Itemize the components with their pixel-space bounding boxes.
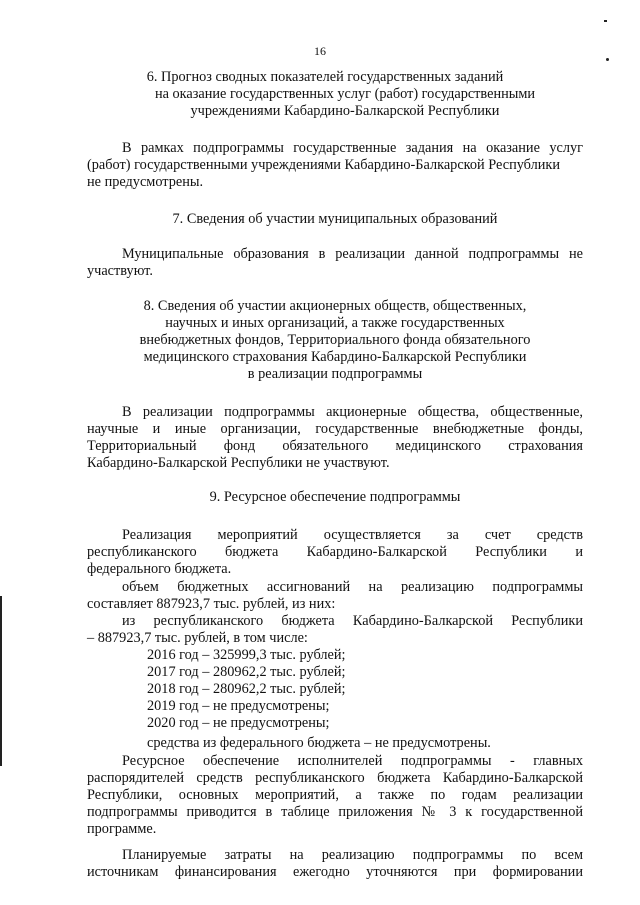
list-item: 2017 год – 280962,2 тыс. рублей; xyxy=(147,664,346,680)
section-6-heading xyxy=(80,69,570,120)
heading-line: внебюджетных фондов, Территориального фонда обязательного xyxy=(139,332,531,348)
scan-mark-right xyxy=(606,58,609,61)
text-line: не предусмотрены. xyxy=(87,174,204,190)
text-line: из республиканского бюджета Кабардино-Балкарской Республики xyxy=(122,613,583,629)
section-8-heading xyxy=(87,298,583,383)
text-line: источникам финансирования ежегодно уточняются при формировании xyxy=(87,864,583,880)
text-line: Республики, основных мероприятий, а также по годам реализации xyxy=(87,787,583,803)
list-item: 2019 год – не предусмотрены; xyxy=(147,698,330,714)
heading-line: 6. Прогноз сводных показателей государственных заданий xyxy=(146,69,504,85)
text-line: В реализации подпрограммы акционерные общества, общественные, xyxy=(122,404,583,420)
heading-line: в реализации подпрограммы xyxy=(247,366,423,382)
text-line: – 887923,7 тыс. рублей, в том числе: xyxy=(87,630,308,646)
section-9-paragraph-2 xyxy=(87,579,583,613)
section-9-paragraph-5 xyxy=(87,847,583,881)
text-line: объем бюджетных ассигнований на реализацию подпрограммы xyxy=(122,579,583,595)
text-line: (работ) государственными учреждениями Кабардино-Балкарской Республики xyxy=(87,157,560,173)
section-9-paragraph-1 xyxy=(87,527,583,578)
text-line: подпрограммы приводится в таблице приложения № 3 к государственной xyxy=(87,804,583,820)
scan-mark-left xyxy=(0,596,2,766)
heading-line: 8. Сведения об участии акционерных обществ, общественных, xyxy=(143,298,527,314)
text-line: Муниципальные образования в реализации данной подпрограммы не xyxy=(122,246,583,262)
list-item: 2018 год – 280962,2 тыс. рублей; xyxy=(147,681,346,697)
section-8-paragraph xyxy=(87,404,583,472)
section-9-paragraph-3 xyxy=(87,613,583,647)
heading-line: 7. Сведения об участии муниципальных образований xyxy=(172,211,498,227)
section-7-heading xyxy=(87,211,583,228)
funding-by-year-list xyxy=(147,647,547,732)
text-line: составляет 887923,7 тыс. рублей, из них: xyxy=(87,596,336,612)
text-line: участвуют. xyxy=(87,263,153,279)
heading-line: на оказание государственных услуг (работ) государственными xyxy=(154,86,536,102)
list-item: 2016 год – 325999,3 тыс. рублей; xyxy=(147,647,346,663)
text-line: Кабардино-Балкарской Республики не участвуют. xyxy=(87,455,390,471)
page-number: 16 xyxy=(314,44,326,58)
section-7-paragraph xyxy=(87,246,583,280)
section-6-paragraph xyxy=(87,140,583,191)
text-line: республиканского бюджета Кабардино-Балкарской Республики и xyxy=(87,544,583,560)
list-item: 2020 год – не предусмотрены; xyxy=(147,715,330,731)
scan-mark-top-right xyxy=(604,20,607,22)
text-line: Территориальный фонд обязательного медицинского страхования xyxy=(87,438,583,454)
text-line: распорядителей средств республиканского бюджета Кабардино-Балкарской xyxy=(87,770,583,786)
heading-line: 9. Ресурсное обеспечение подпрограммы xyxy=(209,489,461,505)
heading-line: учреждениями Кабардино-Балкарской Республики xyxy=(190,103,500,119)
section-9-heading xyxy=(87,489,583,506)
text-line: программе. xyxy=(87,821,157,837)
text-line: Планируемые затраты на реализацию подпрограммы по всем xyxy=(122,847,583,863)
text-line: Реализация мероприятий осуществляется за счет средств xyxy=(122,527,583,543)
text-line: федерального бюджета. xyxy=(87,561,232,577)
section-9-paragraph-4 xyxy=(87,753,583,838)
heading-line: научных и иных организаций, а также государственных xyxy=(165,315,505,331)
text-line: научные и иные организации, государственные внебюджетные фонды, xyxy=(87,421,583,437)
heading-line: медицинского страхования Кабардино-Балкарской Республики xyxy=(143,349,527,365)
text-line: средства из федерального бюджета – не предусмотрены. xyxy=(147,735,491,751)
federal-budget-line xyxy=(147,735,577,752)
text-line: В рамках подпрограммы государственные задания на оказание услуг xyxy=(122,140,583,156)
text-line: Ресурсное обеспечение исполнителей подпрограммы - главных xyxy=(122,753,583,769)
